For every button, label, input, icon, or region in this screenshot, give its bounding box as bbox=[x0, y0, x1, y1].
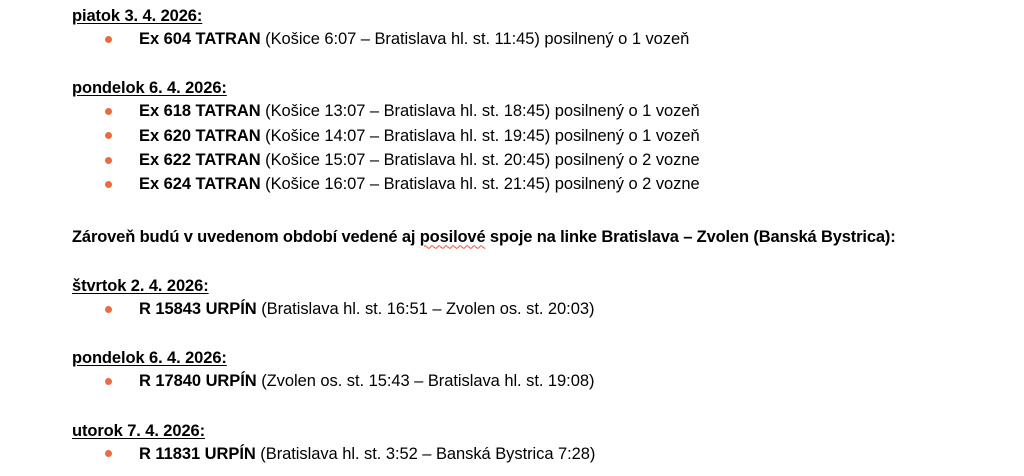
list-item bbox=[72, 27, 1024, 51]
train-list-pondelok-6-4-2026-b bbox=[72, 369, 1024, 393]
train-detail-text: (Košice 15:07 – Bratislava hl. st. 20:45) posilnený o 2 vozne bbox=[265, 150, 700, 169]
train-name: Ex 618 TATRAN bbox=[139, 102, 261, 121]
spacer bbox=[72, 51, 1024, 78]
train-list-piatok-3-4-2026 bbox=[72, 27, 1024, 51]
train-list-utorok-7-4-2026 bbox=[72, 442, 1024, 466]
bullet-icon bbox=[105, 36, 112, 43]
train-name: Ex 620 TATRAN bbox=[139, 126, 261, 145]
list-item bbox=[72, 369, 1024, 393]
bullet-icon bbox=[105, 157, 112, 164]
train-detail-text: (Košice 6:07 – Bratislava hl. st. 11:45) posilnený o 1 vozeň bbox=[265, 30, 690, 49]
list-item bbox=[72, 148, 1024, 172]
train-detail-text: (Košice 13:07 – Bratislava hl. st. 18:45) posilnený o 1 vozeň bbox=[265, 102, 700, 121]
train-detail-text: (Košice 16:07 – Bratislava hl. st. 21:45) posilnený o 2 vozne bbox=[265, 175, 700, 194]
train-list-pondelok-6-4-2026 bbox=[72, 99, 1024, 196]
train-list-stvrtok-2-4-2026 bbox=[72, 297, 1024, 321]
spacer bbox=[72, 321, 1024, 348]
list-item bbox=[72, 442, 1024, 466]
list-item bbox=[72, 297, 1024, 321]
train-name: Ex 624 TATRAN bbox=[139, 175, 261, 194]
bullet-icon bbox=[105, 181, 112, 188]
date-heading-stvrtok-2-4-2026: štvrtok 2. 4. 2026: bbox=[72, 276, 209, 295]
date-heading-pondelok-6-4-2026-b: pondelok 6. 4. 2026: bbox=[72, 349, 227, 368]
list-item bbox=[72, 172, 1024, 196]
train-detail-text: (Bratislava hl. st. 16:51 – Zvolen os. st. 20:03) bbox=[261, 300, 595, 319]
train-detail-text: (Zvolen os. st. 15:43 – Bratislava hl. st. 19:08) bbox=[261, 372, 595, 391]
bullet-icon bbox=[105, 108, 112, 115]
date-heading-piatok-3-4-2026: piatok 3. 4. 2026: bbox=[72, 7, 203, 25]
train-name: R 17840 URPÍN bbox=[139, 372, 257, 391]
spacer bbox=[72, 249, 1024, 276]
intro-paragraph-before: Zároveň budú v uvedenom období vedené aj bbox=[72, 228, 420, 247]
spacer bbox=[72, 196, 1024, 227]
list-item bbox=[72, 124, 1024, 148]
bullet-icon bbox=[105, 306, 112, 313]
bullet-icon bbox=[105, 132, 112, 139]
train-name: R 15843 URPÍN bbox=[139, 300, 257, 319]
date-heading-pondelok-6-4-2026: pondelok 6. 4. 2026: bbox=[72, 79, 227, 98]
list-item bbox=[72, 99, 1024, 123]
intro-paragraph-after: spoje na linke Bratislava – Zvolen (Banská Bystrica): bbox=[485, 228, 896, 247]
train-name: Ex 622 TATRAN bbox=[139, 150, 261, 169]
train-name: R 11831 URPÍN bbox=[139, 444, 256, 463]
bullet-icon bbox=[105, 378, 112, 385]
spacer bbox=[72, 394, 1024, 421]
misspelled-word: posilové bbox=[419, 228, 486, 247]
intro-paragraph bbox=[72, 227, 1024, 248]
train-detail-text: (Košice 14:07 – Bratislava hl. st. 19:45) posilnený o 1 vozeň bbox=[265, 126, 700, 145]
train-name: Ex 604 TATRAN bbox=[139, 30, 261, 49]
bullet-icon bbox=[105, 450, 112, 457]
train-detail-text: (Bratislava hl. st. 3:52 – Banská Bystrica 7:28) bbox=[260, 444, 596, 463]
date-heading-utorok-7-4-2026: utorok 7. 4. 2026: bbox=[72, 421, 206, 440]
